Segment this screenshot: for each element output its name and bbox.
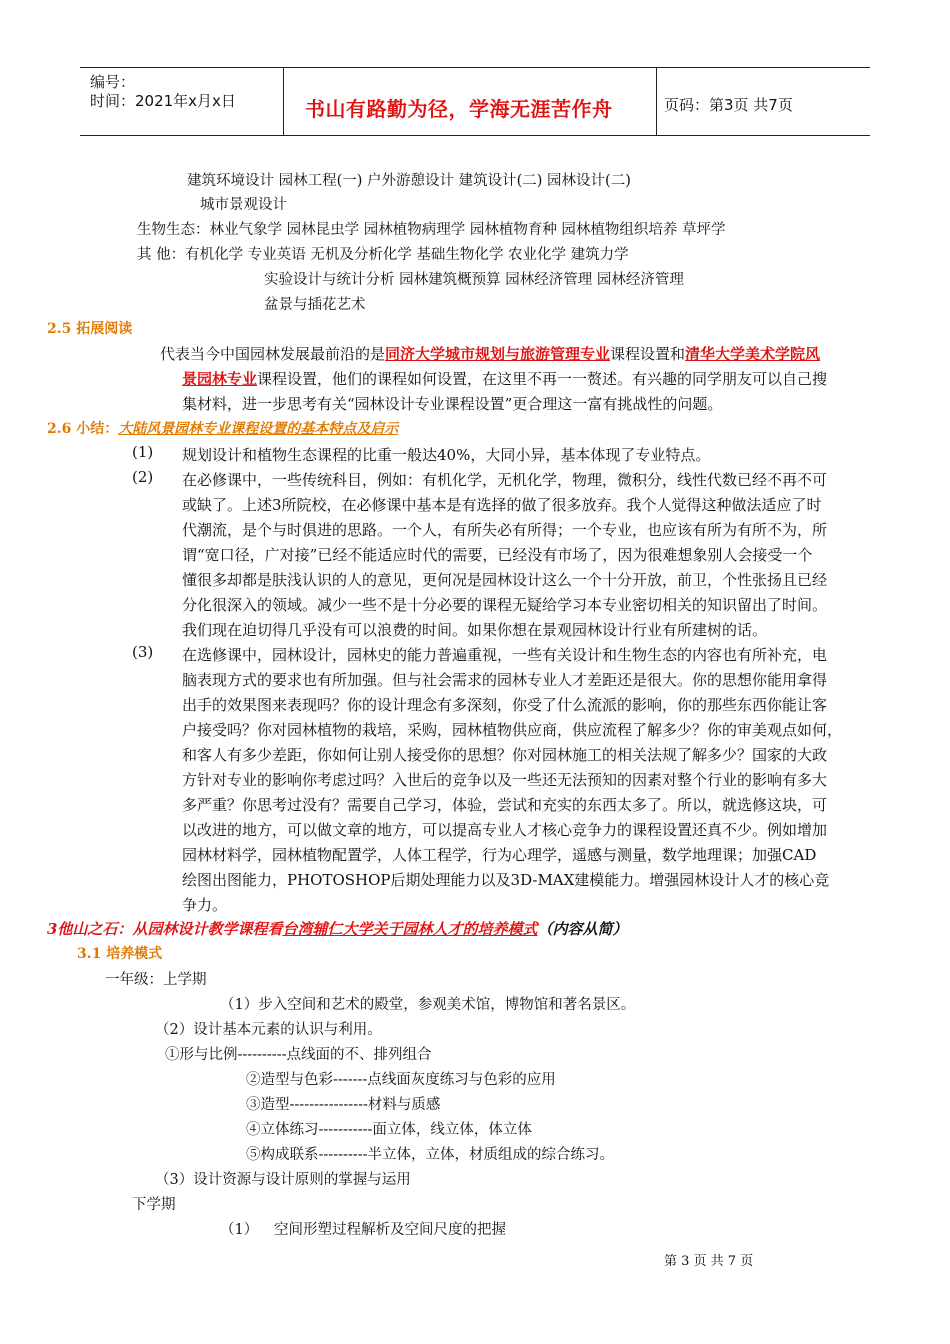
header-code-label: 编号： (90, 73, 136, 91)
semester-2-item-1-number: （1） (220, 1222, 259, 1238)
section-3-heading-pre: 3他山之石：从园林设计教学课程看 (47, 920, 283, 938)
tsinghua-link-cont[interactable]: 景园林专业 (182, 370, 258, 388)
grade-1-sub-4: ④立体练习-----------面立体，线立体，体立体 (246, 1122, 532, 1138)
tongji-link[interactable]: 同济大学城市规划与旅游管理专业 (385, 345, 611, 363)
item-1-text: 规划设计和植物生态课程的比重一般达40%，大同小异，基本体现了专业特点。 (182, 446, 711, 464)
item-2-text: 在必修课中，一些传统科目，例如：有机化学，无机化学，物理，微积分，线性代数已经不再不可 或缺了。上述3所院校，在必修课中基本是有选择的做了很多放弃。我个人觉得这种做法适应了时 代潮流，是个与时俱进的思路。一个人，有所失必有所得；一个专业，也应该有所为有所不为，所 谓“宽口径，广对接”已经不能适应时代的需要，已经没有市场了，因为很难想象别人会接受一个 懂很多却都是肤浅认识的人的意见，更何况是园林设计这么一个十分开放，前卫，个性张扬且已经 分化很深入的领域。减少一些不是十分必要的课程无疑给学习本专业密切相关的知识留出了时间。 我们现在迫切得几乎没有可以浪费的时间。如果你想在景观园林设计行业有所建树的话。 (182, 471, 828, 639)
section-2-5-text: 课程设置，他们的课程如何设置，在这里不再一一赘述。有兴趣的同学朋友可以自己搜 (257, 370, 828, 388)
grade-1-item-1: （1）步入空间和艺术的殿堂，参观美术馆，博物馆和著名景区。 (220, 997, 636, 1013)
course-line-design: 建筑环境设计 园林工程(一) 户外游憩设计 建筑设计(二) 园林设计(二) (187, 173, 631, 189)
section-2-5-text: 课程设置和 (610, 345, 686, 363)
section-2-6-number: 2.6 小结： (47, 421, 119, 437)
grade-1-label: 一年级：上学期 (105, 972, 207, 988)
item-3-text: 在选修课中，园林设计，园林史的能力普遍重视，一些有关设计和生物生态的内容也有所补充，电 脑表现方式的要求也有所加强。但与社会需求的园林专业人才差距还是很大。你的思想你能用拿得 出手的效果图来表现吗？你的设计理念有多深刻，你受了什么流派的影响，你的那些东西你能让客 户接受吗？你对园林植物的栽培，采购，园林植物供应商，供应流程了解多少？你的审美观点如何， 和客人有多少差距，你如何让别人接受你的思想？你对园林施工的相关法规了解多少？国家的大政 方针对专业的影响你考虑过吗？入世后的竞争以及一些还无法预知的因素对整个行业的影响有多大 多严重？你思考过没有？需要自己学习，体验，尝试和充实的东西太多了。所以，就选修这块，可 以改进的地方，可以做文章的地方，可以提高专业人才核心竞争力的课程设置还真不少。例如增加 园林材料学，园林植物配置学，人体工程学，行为心理学，遥感与测量，数学地理课；加强CAD 绘图出图能力，PHOTOSHOP后期处理能力以及3D-MAX建模能力。增强园林设计人才的核心竞 争力。 (182, 646, 843, 914)
course-line-other: 其 他：有机化学 专业英语 无机及分析化学 基础生物化学 农业化学 建筑力学 (137, 247, 629, 263)
page-footer: 第 3 页 共 7 页 (664, 1254, 754, 1269)
course-line-other-3: 盆景与插花艺术 (264, 297, 366, 313)
course-line-urban: 城市景观设计 (200, 197, 287, 213)
header-bottom-rule (80, 135, 870, 136)
section-2-6-title: 大陆风景园林专业课程设置的基本特点及启示 (118, 421, 399, 437)
tsinghua-link[interactable]: 清华大学美术学院风 (685, 345, 821, 363)
header-date: 时间：2021年x月x日 (90, 92, 236, 110)
item-3-number: (3) (132, 643, 154, 661)
section-3-heading-link[interactable]: 台湾辅仁大学关于园林人才的培养模式 (282, 920, 538, 938)
header-divider-left (283, 67, 284, 135)
section-2-5-line-1 (160, 343, 820, 364)
grade-1-sub-3: ③造型----------------材料与质感 (246, 1097, 441, 1113)
section-3-1-heading: 3.1 培养模式 (77, 946, 163, 962)
grade-1-sub-1: ①形与比例----------点线面的不、排列组合 (165, 1047, 432, 1063)
header-page-info: 页码：第3页 共7页 (664, 96, 793, 114)
section-3-heading-post: （内容从简） (537, 920, 628, 938)
semester-2-item-1: 空间形塑过程解析及空间尺度的把握 (274, 1222, 506, 1238)
grade-1-sub-2: ②造型与色彩-------点线面灰度练习与色彩的应用 (246, 1072, 556, 1088)
header-top-rule (80, 67, 870, 68)
item-2-number: (2) (132, 468, 154, 486)
grade-1-item-2: （2）设计基本元素的认识与利用。 (155, 1022, 382, 1038)
section-2-6-heading (47, 418, 398, 438)
semester-2-label: 下学期 (132, 1197, 176, 1213)
section-2-5-text: 代表当今中国园林发展最前沿的是 (160, 345, 386, 363)
grade-1-sub-5: ⑤构成联系----------半立体，立体，材质组成的综合练习。 (246, 1147, 614, 1163)
section-2-5-line-3: 集材料，进一步思考有关“园林设计专业课程设置”更合理这一富有挑战性的问题。 (182, 395, 723, 413)
header-divider-right (656, 67, 657, 135)
header-motto: 书山有路勤为径，学海无涯苦作舟 (305, 97, 613, 121)
grade-1-item-3: （3）设计资源与设计原则的掌握与运用 (155, 1172, 411, 1188)
section-3-heading (47, 918, 627, 939)
course-line-other-2: 实验设计与统计分析 园林建筑概预算 园林经济管理 园林经济管理 (264, 272, 684, 288)
item-1-number: (1) (132, 443, 154, 461)
section-2-5-line-2 (182, 368, 827, 389)
course-line-bio: 生物生态：林业气象学 园林昆虫学 园林植物病理学 园林植物育种 园林植物组织培养 草坪学 (137, 222, 726, 238)
section-2-5-heading: 2.5 拓展阅读 (47, 321, 133, 337)
